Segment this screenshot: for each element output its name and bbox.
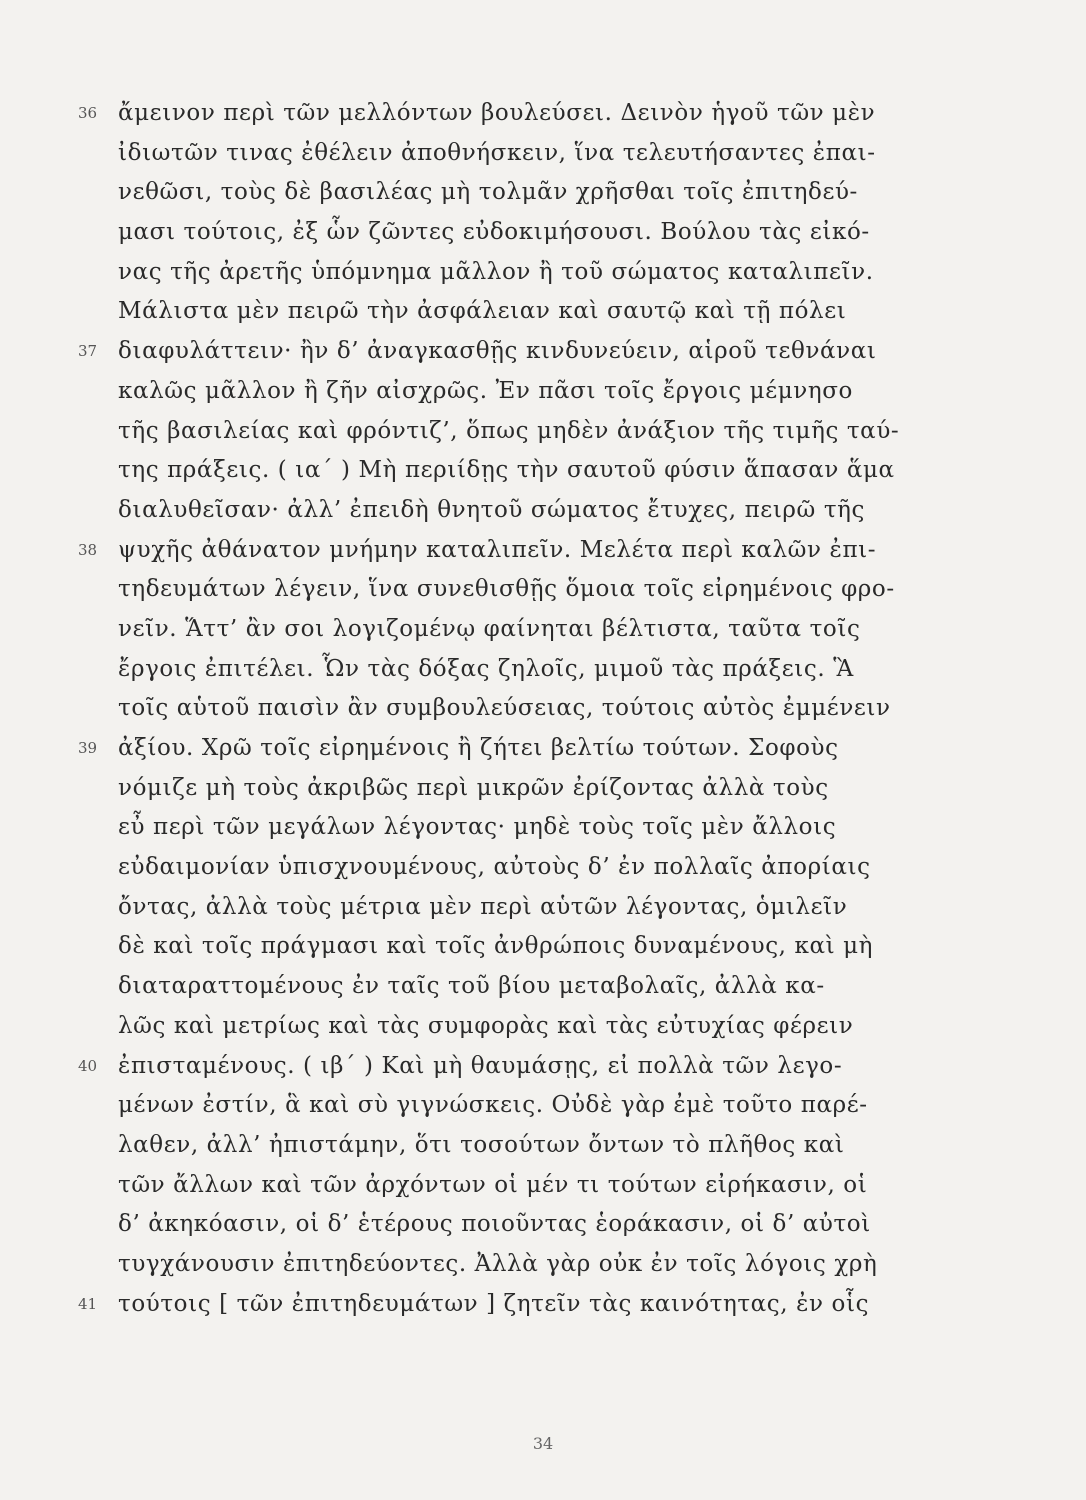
text-line [78, 94, 968, 134]
line-text: Μάλιστα μὲν πειρῶ τὴν ἀσφάλειαν καὶ σαυτῷ καὶ τῇ πόλει [118, 298, 847, 325]
text-line [78, 531, 968, 571]
line-text: ψυχῆς ἀθάνατον μνήμην καταλιπεῖν. Μελέτα περὶ καλῶν ἐπι- [118, 536, 877, 563]
text-line [118, 769, 968, 809]
line-number: 39 [78, 739, 98, 757]
line-text: τυγχάνουσιν ἐπιτηδεύοντες. Ἀλλὰ γὰρ οὐκ ἐν τοῖς λόγοις χρὴ [118, 1250, 878, 1277]
line-text: ἰδιωτῶν τινας ἐθέλειν ἀποθνήσκειν, ἵνα τελευτήσαντες ἐπαι- [118, 139, 876, 166]
line-text: διαφυλάττειν· ἢν δ’ ἀναγκασθῇς κινδυνεύειν, αἱροῦ τεθνάναι [118, 338, 877, 365]
line-text: τοῖς αὑτοῦ παισὶν ἂν συμβουλεύσειας, τούτοις αὐτὸς ἐμμένειν [118, 695, 891, 722]
text-line [118, 1166, 968, 1206]
line-text: νεθῶσι, τοὺς δὲ βασιλέας μὴ τολμᾶν χρῆσθαι τοῖς ἐπιτηδεύ- [118, 179, 858, 206]
line-text: ἔργοις ἐπιτέλει. Ὧν τὰς δόξας ζηλοῖς, μιμοῦ τὰς πράξεις. Ἃ [118, 655, 854, 682]
line-text: τῆς βασιλείας καὶ φρόντιζ’, ὅπως μηδὲν ἀνάξιον τῆς τιμῆς ταύ- [118, 417, 900, 444]
line-number: 36 [78, 104, 98, 122]
line-number: 40 [78, 1056, 98, 1075]
text-line [118, 213, 968, 253]
text-line [118, 1007, 968, 1047]
text-line [78, 332, 968, 372]
line-text: ἀξίου. Χρῶ τοῖς εἰρημένοις ἢ ζήτει βελτίω τούτων. Σοφοὺς [118, 735, 839, 761]
text-line [118, 372, 968, 412]
line-text: ὄντας, ἀλλὰ τοὺς μέτρια μὲν περὶ αὑτῶν λέγοντας, ὁμιλεῖν [118, 893, 848, 920]
text-line [118, 1126, 968, 1166]
line-text: μένων ἐστίν, ἃ καὶ σὺ γιγνώσκεις. Οὐδὲ γὰρ ἐμὲ τοῦτο παρέ- [118, 1092, 868, 1119]
text-line [118, 253, 968, 293]
text-line [118, 888, 968, 928]
line-text: νόμιζε μὴ τοὺς ἀκριβῶς περὶ μικρῶν ἐρίζοντας ἀλλὰ τοὺς [118, 774, 829, 801]
text-line [118, 292, 968, 332]
text-line [118, 570, 968, 610]
text-line [118, 412, 968, 452]
text-line [78, 1047, 968, 1087]
main-text [78, 94, 968, 1324]
text-line [118, 848, 968, 888]
line-text: λῶς καὶ μετρίως καὶ τὰς συμφορὰς καὶ τὰς εὐτυχίας φέρειν [118, 1012, 854, 1039]
text-line [118, 1205, 968, 1245]
line-text: νεῖν. Ἅττ’ ἂν σοι λογιζομένῳ φαίνηται βέλτιστα, ταῦτα τοῖς [118, 615, 861, 642]
text-line [118, 451, 968, 491]
line-text: τούτοις [ τῶν ἐπιτηδευμάτων ] ζητεῖν τὰς καινότητας, ἐν οἷς [118, 1290, 870, 1317]
text-line [118, 610, 968, 650]
text-line [118, 967, 968, 1007]
line-text: διαταραττομένους ἐν ταῖς τοῦ βίου μεταβολαῖς, ἀλλὰ κα- [118, 973, 825, 1000]
text-line [118, 1245, 968, 1285]
line-text: ἄμεινον περὶ τῶν μελλόντων βουλεύσει. Δεινὸν ἡγοῦ τῶν μὲν [118, 100, 876, 126]
text-line [118, 927, 968, 967]
text-line [118, 173, 968, 213]
text-line [78, 1285, 968, 1325]
text-line [118, 491, 968, 531]
text-line [118, 689, 968, 729]
line-text: λαθεν, ἀλλ’ ἠπιστάμην, ὅτι τοσούτων ὄντων τὸ πλῆθος καὶ [118, 1131, 845, 1158]
line-text: τῶν ἄλλων καὶ τῶν ἀρχόντων οἱ μέν τι τούτων εἰρήκασιν, οἱ [118, 1171, 868, 1198]
line-text: εὖ περὶ τῶν μεγάλων λέγοντας· μηδὲ τοὺς τοῖς μὲν ἄλλοις [118, 814, 837, 841]
text-line [118, 1086, 968, 1126]
line-text: ἐπισταμένους. ( ιβ΄ ) Καὶ μὴ θαυμάσῃς, εἰ πολλὰ τῶν λεγο- [118, 1052, 843, 1079]
line-text: δὲ καὶ τοῖς πράγμασι καὶ τοῖς ἀνθρώποις δυναμένους, καὶ μὴ [118, 933, 874, 960]
line-number: 38 [78, 540, 98, 559]
line-text: της πράξεις. ( ια΄ ) Μὴ περιίδῃς τὴν σαυτοῦ φύσιν ἅπασαν ἅμα [118, 457, 895, 484]
line-text: καλῶς μᾶλλον ἢ ζῆν αἰσχρῶς. Ἐν πᾶσι τοῖς ἔργοις μέμνησο [118, 377, 853, 404]
line-text: δ’ ἀκηκόασιν, οἱ δ’ ἑτέρους ποιοῦντας ἑοράκασιν, οἱ δ’ αὐτοὶ [118, 1211, 871, 1238]
page-number: 34 [532, 1434, 554, 1453]
line-text: τηδευμάτων λέγειν, ἵνα συνεθισθῇς ὅμοια τοῖς εἰρημένοις φρο- [118, 576, 895, 603]
text-line [118, 134, 968, 174]
text-line [78, 729, 968, 769]
line-text: εὐδαιμονίαν ὑπισχνουμένους, αὐτοὺς δ’ ἐν πολλαῖς ἀπορίαις [118, 854, 871, 881]
text-line [118, 650, 968, 690]
line-text: διαλυθεῖσαν· ἀλλ’ ἐπειδὴ θνητοῦ σώματος ἔτυχες, πειρῶ τῆς [118, 496, 866, 523]
line-text: νας τῆς ἀρετῆς ὑπόμνημα μᾶλλον ἢ τοῦ σώματος καταλιπεῖν. [118, 258, 874, 285]
line-number: 41 [78, 1294, 98, 1313]
line-number: 37 [78, 342, 98, 361]
line-text: μασι τούτοις, ἐξ ὧν ζῶντες εὐδοκιμήσουσι. Βούλου τὰς εἰκό- [118, 219, 870, 246]
text-line [118, 808, 968, 848]
